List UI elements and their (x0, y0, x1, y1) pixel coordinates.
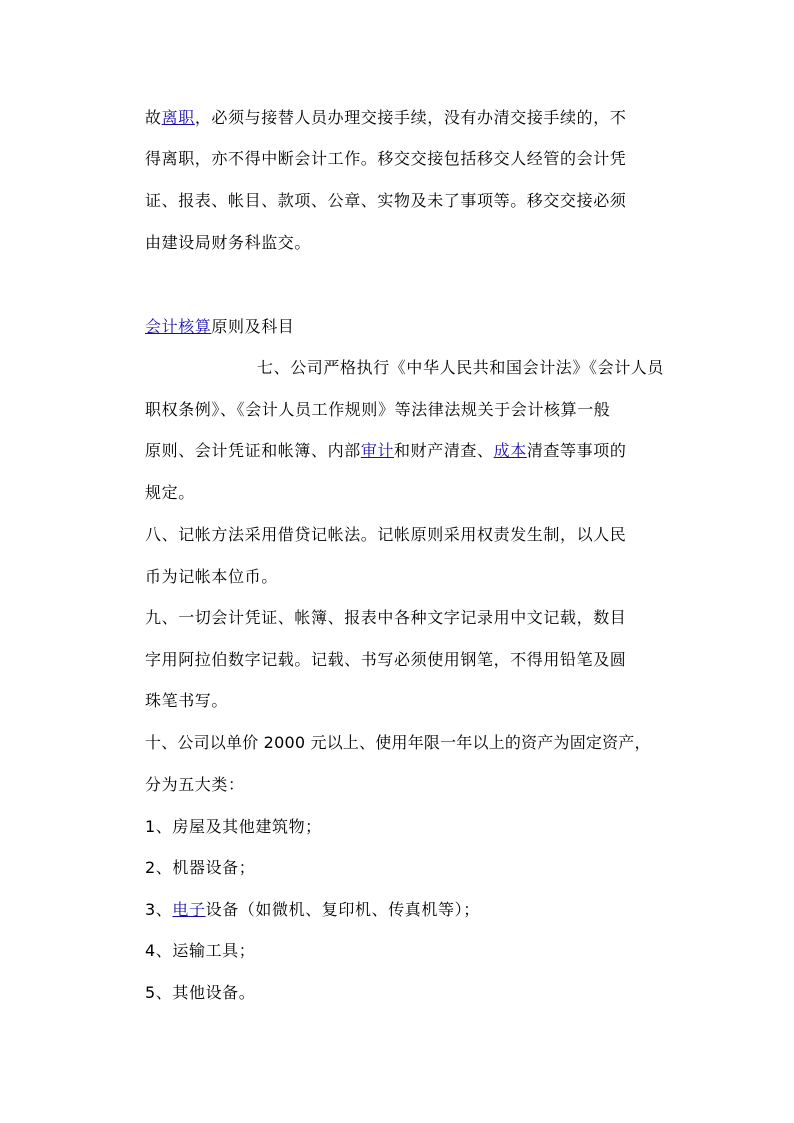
paragraph-line: 十、公司以单价 2000 元以上、使用年限一年以上的资产为固定资产， (145, 733, 651, 752)
list-item: 5、其他设备。 (145, 983, 256, 1002)
text: 和财产清查、 (394, 441, 494, 460)
paragraph-line (145, 108, 626, 128)
paragraph-line: 九、一切会计凭证、帐簿、报表中各种文字记录用中文记载，数目 (145, 608, 627, 627)
paragraph-line: 八、记帐方法采用借贷记帐法。记帐原则采用权责发生制，以人民 (145, 525, 627, 544)
link-accounting[interactable]: 会计核算 (145, 317, 212, 336)
text: ，必须与接替人员办理交接手续，没有办清交接手续的，不 (194, 108, 627, 127)
paragraph-line: 得离职，亦不得中断会计工作。移交交接包括移交人经管的会计凭 (145, 149, 627, 168)
paragraph-line: 币为记帐本位币。 (145, 567, 278, 586)
list-item: 2、机器设备； (145, 858, 256, 877)
paragraph-line: 七、公司严格执行《中华人民共和国会计法》《会计人员 (257, 358, 665, 377)
paragraph-line (145, 441, 626, 461)
paragraph-line: 由建设局财务科监交。 (145, 233, 312, 252)
paragraph-line: 规定。 (145, 483, 195, 502)
text: 故 (145, 108, 162, 127)
paragraph-line: 珠笔书写。 (145, 691, 229, 710)
paragraph-line: 证、报表、帐目、款项、公章、实物及未了事项等。移交交接必须 (145, 191, 627, 210)
link-resignation[interactable]: 离职 (161, 108, 195, 127)
paragraph-line: 字用阿拉伯数字记载。记载、书写必须使用钢笔，不得用铅笔及圆 (145, 650, 627, 669)
paragraph-line: 职权条例》、《会计人员工作规则》等法律法规关于会计核算一般 (145, 400, 611, 419)
text: 清查等事项的 (526, 441, 627, 460)
link-electronics[interactable]: 电子 (172, 900, 206, 919)
text: 3、 (145, 900, 173, 919)
text: 原则、会计凭证和帐簿、内部 (145, 441, 361, 460)
list-item: 1、房屋及其他建筑物； (145, 817, 322, 836)
list-item (145, 900, 480, 920)
link-cost[interactable]: 成本 (493, 441, 527, 460)
paragraph-line: 分为五大类： (145, 775, 245, 794)
text: 设备（如微机、复印机、传真机等）； (205, 900, 480, 919)
link-audit[interactable]: 审计 (360, 441, 395, 460)
heading-text: 原则及科目 (211, 317, 295, 336)
section-heading (145, 317, 294, 337)
list-item: 4、运输工具； (145, 941, 256, 960)
